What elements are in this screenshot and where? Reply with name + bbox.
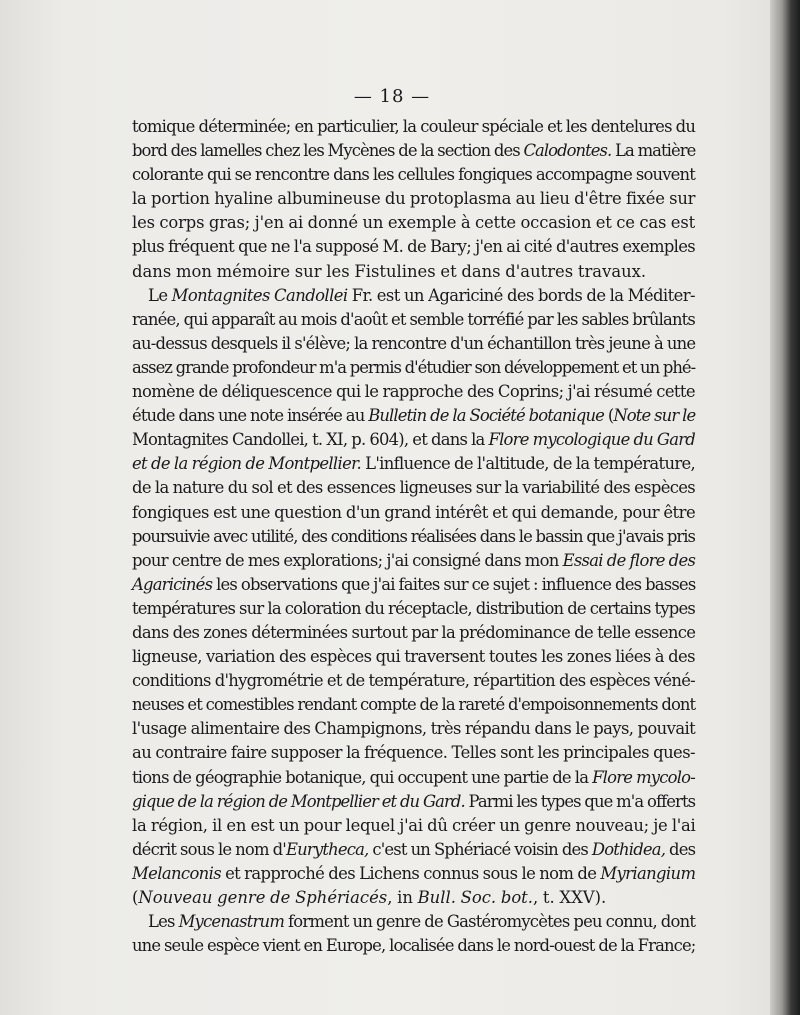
text-run: Parmi les types que m'a offerts xyxy=(464,791,696,811)
text-line xyxy=(132,211,695,235)
text-run: conditions d'hygrométrie et de température, répartition des espèces véné- xyxy=(132,671,695,691)
text-run: dans des zones déterminées surtout par la prédominance de telle essence xyxy=(132,622,696,642)
text-line xyxy=(132,308,695,332)
text-run: bord des lamelles chez les Mycènes de la section des xyxy=(132,141,524,161)
text-line xyxy=(132,163,695,187)
text-run: au contraire faire supposer la fréquence. Telles sont les principales ques- xyxy=(132,743,695,763)
italic-text: Flore mycolo- xyxy=(592,767,695,787)
text-line xyxy=(132,645,695,669)
text-line xyxy=(132,597,695,621)
text-run: ligneuse, variation des espèces qui traversent toutes les zones liées à des xyxy=(132,647,695,667)
text-line xyxy=(132,452,695,476)
italic-text: Agaricinés xyxy=(132,574,213,594)
text-line xyxy=(132,260,695,284)
text-line xyxy=(132,235,695,259)
italic-text: Bulletin de la Société botanique xyxy=(368,406,604,426)
text-run: une seule espèce vient en Europe, localisée dans le nord-ouest de la France; xyxy=(132,936,696,956)
text-line xyxy=(132,187,695,211)
text-line xyxy=(132,404,695,428)
italic-text: Melanconis xyxy=(132,863,221,883)
page-edge-shadow xyxy=(770,0,800,1015)
text-line xyxy=(132,573,695,597)
text-run: ( xyxy=(603,406,614,426)
text-line xyxy=(132,115,695,139)
italic-text: Eurytheca, xyxy=(285,839,369,859)
text-line xyxy=(132,525,695,549)
italic-text: Essai de flore des xyxy=(562,550,696,570)
text-run: poursuivie avec utilité, des conditions réalisées dans le bassin que j'avais pris xyxy=(132,526,695,546)
text-line xyxy=(132,501,695,525)
text-run: l'usage alimentaire des Champignons, très répandu dans le pays, pouvait xyxy=(132,719,696,739)
text-run: et rapproché des Lichens connus sous le nom de xyxy=(221,863,601,883)
text-run: Montagnites Candollei, t. XI, p. 604), et dans la xyxy=(132,430,489,450)
text-line xyxy=(132,332,695,356)
italic-text: Montagnites Candollei xyxy=(171,285,348,305)
text-line xyxy=(132,886,695,910)
text-run: étude dans une note insérée au xyxy=(132,406,369,426)
text-run: des xyxy=(665,839,696,859)
text-run: les corps gras; j'en ai donné un exemple à cette occasion et ce cas est xyxy=(132,213,695,233)
text-run: Le xyxy=(148,285,172,305)
text-line xyxy=(132,428,695,452)
text-line xyxy=(132,549,695,573)
text-run: la région, il en est un pour lequel j'ai dû créer un genre nouveau; je l'ai xyxy=(132,815,696,835)
text-line xyxy=(132,910,695,934)
text-run: Fr. est un Agariciné des bords de la Méditer- xyxy=(347,285,695,305)
text-run: ( xyxy=(132,888,139,907)
text-line xyxy=(132,862,695,886)
text-line xyxy=(132,139,695,163)
italic-text: Nouveau genre de Sphériacés xyxy=(138,888,388,907)
text-line xyxy=(132,741,695,765)
text-run: fongiques est une question d'un grand intérêt et qui demande, pour être xyxy=(132,502,696,522)
italic-text: Calodontes. xyxy=(523,141,612,161)
italic-text: et de la région de Montpellier. xyxy=(132,454,362,474)
text-line xyxy=(132,717,695,741)
italic-text: Myriangium xyxy=(600,863,696,883)
text-line xyxy=(132,814,695,838)
text-run: L'influence de l'altitude, de la température, xyxy=(361,454,696,474)
text-run: pour centre de mes explorations; j'ai consigné dans mon xyxy=(132,550,563,570)
text-run: neuses et comestibles rendant compte de la rareté d'empoisonnements dont xyxy=(132,695,696,715)
text-run: dans mon mémoire sur les Fistulines et dans d'autres travaux. xyxy=(132,261,647,281)
italic-text: Bull. Soc. bot. xyxy=(417,888,533,907)
text-run: forment un genre de Gastéromycètes peu connu, dont xyxy=(284,912,696,932)
text-run: plus fréquent que ne l'a supposé M. de Bary; j'en ai cité d'autres exemples xyxy=(132,237,695,257)
text-run: les observations que j'ai faites sur ce sujet : influence des basses xyxy=(212,574,696,594)
text-run: nomène de déliquescence qui le rapproche des Coprins; j'ai résumé cette xyxy=(132,382,695,402)
italic-text: Note sur le xyxy=(613,406,696,426)
text-run: tomique déterminée; en particulier, la couleur spéciale et les dentelures du xyxy=(132,117,696,136)
text-run: tions de géographie botanique, qui occupent une partie de la xyxy=(132,767,593,787)
body-text xyxy=(132,115,695,958)
text-line xyxy=(132,476,695,500)
page-number: — 18 — xyxy=(353,86,431,107)
italic-text: Dothidea, xyxy=(591,839,666,859)
text-line xyxy=(132,693,695,717)
text-line xyxy=(132,621,695,645)
text-run: , in xyxy=(387,888,418,907)
text-run: c'est un Sphériacé voisin des xyxy=(368,839,592,859)
text-line xyxy=(132,284,695,308)
text-run: La matière xyxy=(611,141,696,161)
text-line xyxy=(132,790,695,814)
italic-text: Mycenastrum xyxy=(178,912,285,932)
text-line xyxy=(132,669,695,693)
text-run: la portion hyaline albumineuse du protoplasma au lieu d'être fixée sur xyxy=(132,189,696,209)
italic-text: Flore mycologique du Gard xyxy=(488,430,696,450)
text-line xyxy=(132,838,695,862)
text-run: de la nature du sol et des essences ligneuses sur la variabilité des espèces xyxy=(132,478,695,498)
text-line xyxy=(132,766,695,790)
italic-text: gique de la région de Montpellier et du Gard. xyxy=(132,791,465,811)
text-run: colorante qui se rencontre dans les cellules fongiques accompagne souvent xyxy=(132,165,695,185)
text-run: températures sur la coloration du réceptacle, distribution de certains types xyxy=(132,598,695,618)
text-line xyxy=(132,934,695,958)
text-line xyxy=(132,380,695,404)
text-run: , t. XXV). xyxy=(532,888,607,907)
text-run: décrit sous le nom d' xyxy=(132,839,286,859)
text-run: au-dessus desquels il s'élève; la rencontre d'un échantillon très jeune à une xyxy=(132,333,696,353)
text-run: assez grande profondeur m'a permis d'étudier son développement et un phé- xyxy=(132,357,696,377)
text-line xyxy=(132,356,695,380)
text-run: Les xyxy=(148,912,179,932)
text-run: ranée, qui apparaît au mois d'août et semble torréfié par les sables brûlants xyxy=(132,309,695,329)
